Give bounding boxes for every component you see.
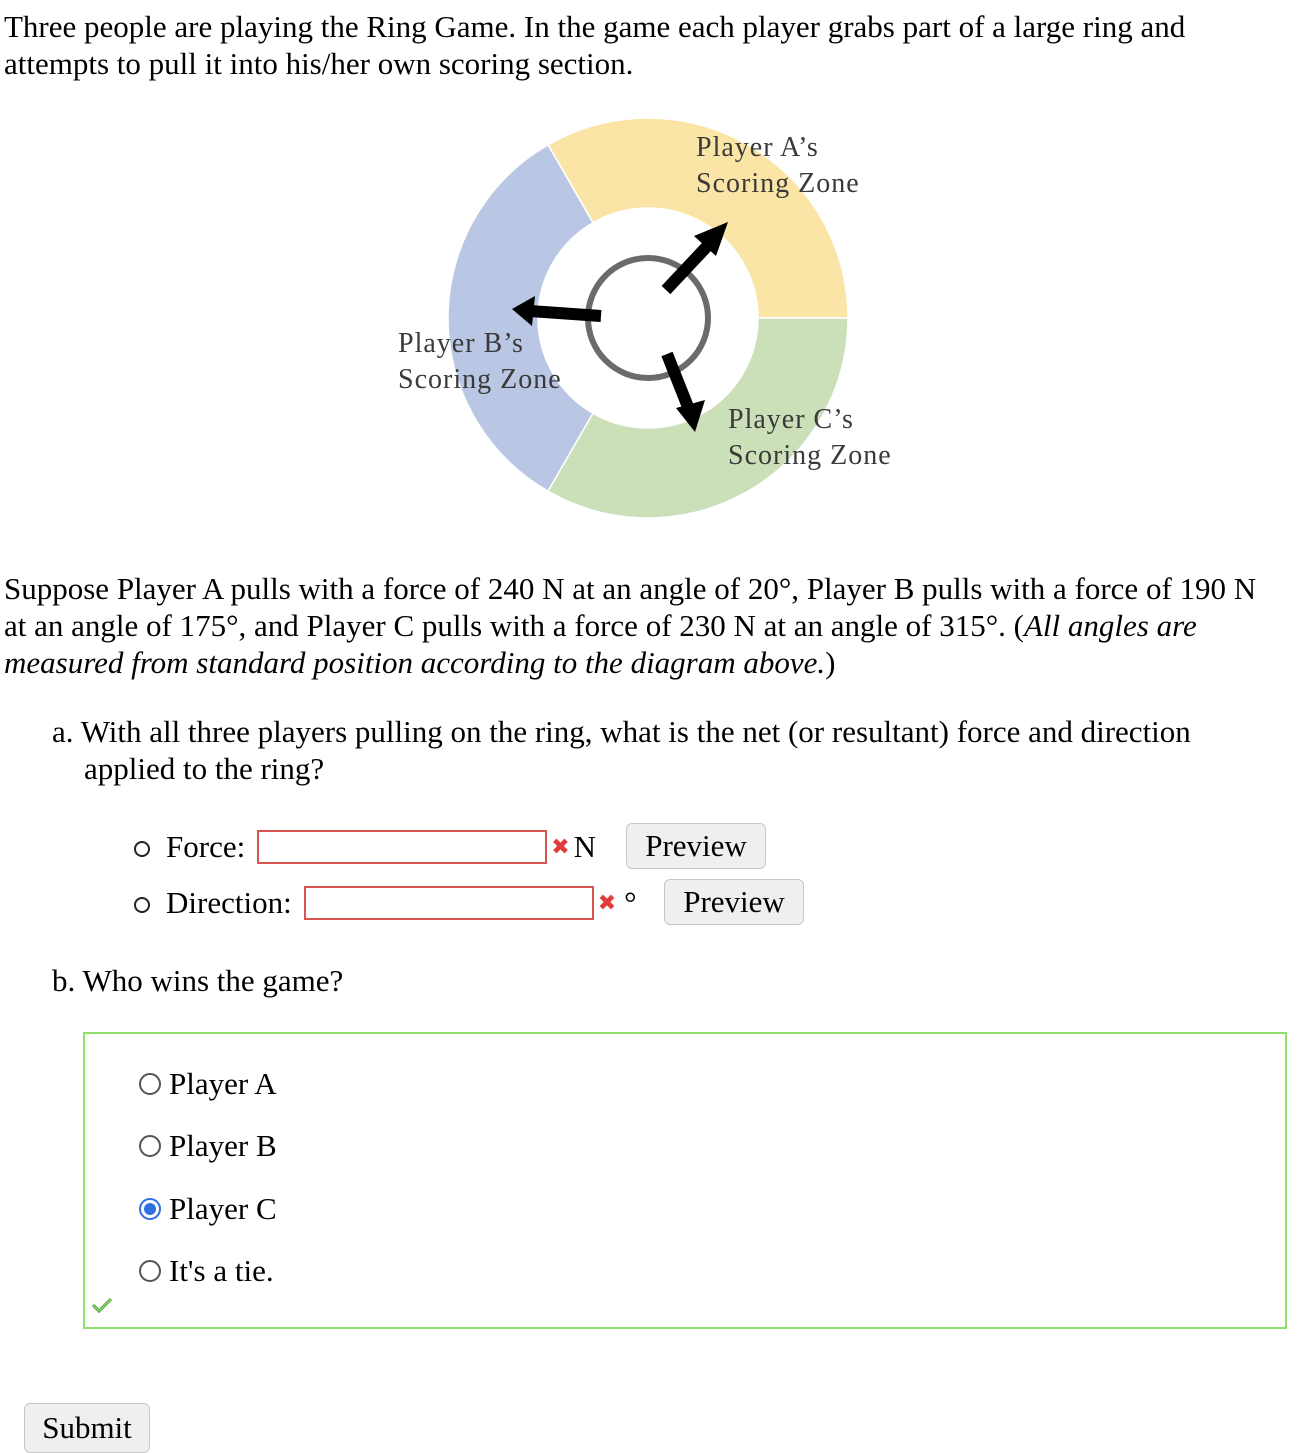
radio-button[interactable] [139, 1260, 161, 1282]
problem-note: All angles are measured from standard position according to the diagram above. [4, 608, 1197, 680]
question-b: b. Who wins the game? [52, 963, 344, 998]
radio-button[interactable] [139, 1135, 161, 1157]
incorrect-icon: ✖ [597, 890, 617, 916]
answer-choices [83, 1032, 1287, 1329]
zone-a-label-line2: Scoring Zone [696, 168, 860, 199]
choice-tie[interactable] [139, 1251, 274, 1291]
question-a [52, 713, 1252, 787]
direction-preview-button[interactable]: Preview [664, 879, 804, 925]
radio-button[interactable] [139, 1198, 161, 1220]
direction-label: Direction: [166, 885, 292, 920]
direction-row [134, 883, 637, 923]
choice-label: Player A [169, 1066, 277, 1101]
force-input[interactable] [257, 830, 547, 864]
force-label: Force: [166, 829, 246, 864]
choice-label: It's a tie. [169, 1253, 274, 1288]
force-preview-button[interactable]: Preview [626, 823, 766, 869]
zone-b-label-line1: Player B’s [398, 328, 524, 359]
direction-unit: ° [624, 885, 637, 920]
correct-check-icon [91, 1296, 113, 1314]
zone-a-label-line1: Player A’s [696, 132, 819, 163]
choice-label: Player C [169, 1191, 277, 1226]
bullet-icon [134, 897, 150, 913]
intro-text: Three people are playing the Ring Game. In the game each player grabs part of a large ring and attempts to pull it into his/her own scoring section. [4, 9, 1186, 81]
force-row [134, 827, 596, 867]
choice-label: Player B [169, 1128, 277, 1163]
choice-player-a[interactable] [139, 1064, 277, 1104]
incorrect-icon: ✖ [551, 834, 570, 860]
bullet-icon [134, 841, 150, 857]
choice-player-b[interactable] [139, 1126, 277, 1166]
question-a-text: a. With all three players pulling on the ring, what is the net (or resultant) force and direction applied to the ring? [52, 714, 1191, 786]
ring-diagram [380, 110, 920, 530]
zone-b-label-line2: Scoring Zone [398, 364, 562, 395]
zone-c-label-line1: Player C’s [728, 404, 854, 435]
direction-input[interactable] [304, 886, 594, 920]
zone-c-label-line2: Scoring Zone [728, 440, 892, 471]
force-unit: N [573, 829, 597, 864]
radio-button[interactable] [139, 1073, 161, 1095]
pull-ring [588, 258, 708, 378]
choice-player-c[interactable] [139, 1189, 277, 1229]
problem-text: Suppose Player A pulls with a force of 240 N at an angle of 20°, Player B pulls with a force of 190 N at an angle of 175°, and Player C pulls with a force of 230 N at an angle of 315°. ( [4, 571, 1257, 643]
submit-button[interactable]: Submit [24, 1403, 150, 1453]
problem-statement [4, 570, 1284, 681]
problem-close: ) [825, 645, 836, 680]
